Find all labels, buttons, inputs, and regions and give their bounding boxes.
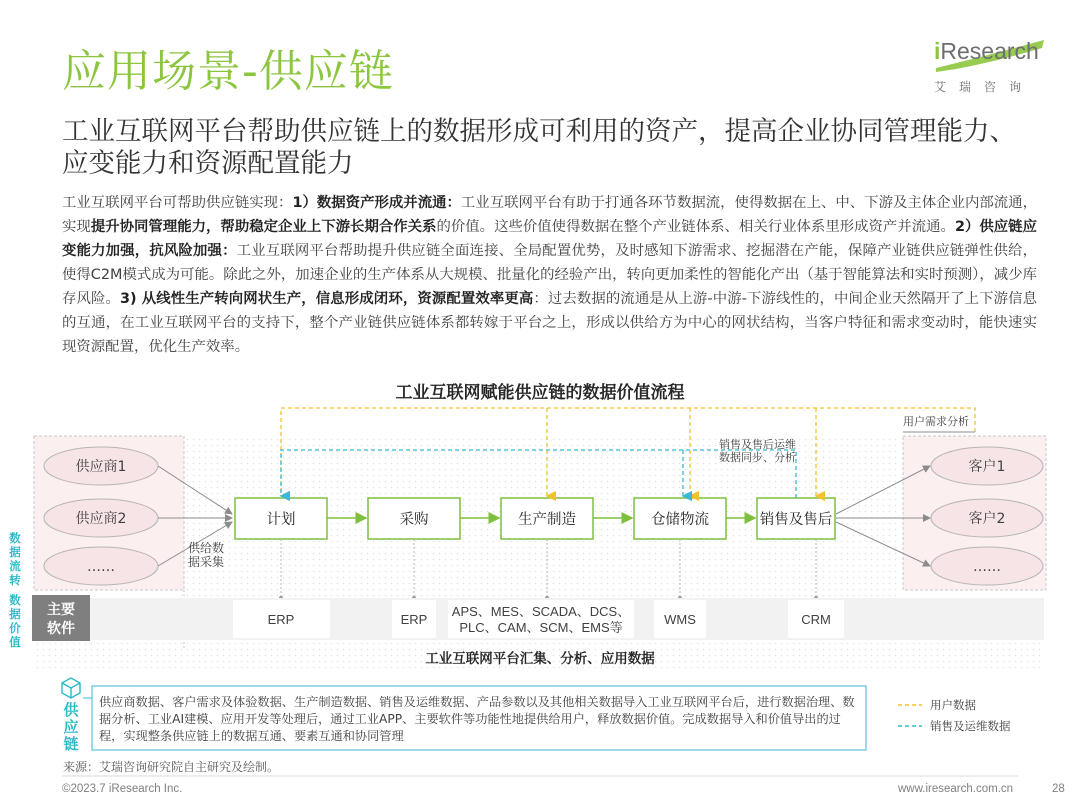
side-flow-char-2: 据 <box>9 545 21 559</box>
side-value-char-1: 数 <box>9 593 21 607</box>
supply-collect-label-2: 据采集 <box>188 555 225 569</box>
software-production-label-1: APS、MES、SCADA、DCS、 <box>451 604 631 619</box>
software-crm-label: CRM <box>801 612 831 627</box>
source-note: 来源：艾瑞咨询研究院自主研究及绘制。 <box>63 760 280 774</box>
customer-1-label: 客户1 <box>968 459 1006 475</box>
intro-segment: 工业互联网平台可帮助供应链实现： <box>62 195 293 211</box>
side-chain-char-2: 应 <box>63 718 79 736</box>
intro-segment: 3) 从线性生产转向网状生产，信息形成闭环，资源配置效率更高 <box>120 291 534 307</box>
software-wms-label: WMS <box>664 612 696 627</box>
side-value-labels <box>8 593 21 649</box>
intro-segment: 2）供应链应变能力加强，抗风险加强： <box>62 219 1037 259</box>
intro-segment: 的价值。这些价值使得数据在整个产业链体系、相关行业体系里形成资产并流通。 <box>436 219 955 235</box>
intro-segment: ：过去数据的流通是从上游-中游-下游线性的，中间企业天然隔开了上下游信息的互通，在工业互联网平台的支持下，整个产业链供应链体系都转嫁于平台之上，形成以供给方为中心的网状结构，当客户特征和需求变动时，能快速实现资源配置，优化生产效率。 <box>62 291 1037 355</box>
legend-yellow-label: 用户数据 <box>930 698 976 712</box>
user-demand-label: 用户需求分析 <box>903 415 969 428</box>
platform-label: 工业互联网平台汇集、分析、应用数据 <box>425 651 655 667</box>
software-erp-1-label: ERP <box>267 612 295 627</box>
software-production-label-2: PLC、CAM、SCM、EMS等 <box>459 620 623 635</box>
supplier-more-label: …… <box>87 559 115 575</box>
customer-more-label: …… <box>973 559 1001 575</box>
page-number: 28 <box>1052 783 1065 795</box>
step-plan-label: 计划 <box>266 512 296 528</box>
website-url[interactable]: www.iresearch.com.cn <box>898 783 1014 795</box>
main-software-label-2: 软件 <box>47 621 75 637</box>
intro-segment: 提升协同管理能力，帮助稳定企业上下游长期合作关系 <box>90 219 437 235</box>
page-title: 应用场景-供应链 <box>62 46 394 97</box>
side-flow-char-3: 流 <box>9 559 21 573</box>
sales-ops-label-1: 销售及售后运维 <box>719 438 796 451</box>
page-subtitle: 工业互联网平台帮助供应链上的数据形成可利用的资产，提高企业协同管理能力、应变能力和资源配置能力 <box>62 116 1016 179</box>
side-flow-labels <box>8 531 21 587</box>
legend-cyan-label: 销售及运维数据 <box>930 719 1011 733</box>
supplier-2-label: 供应商2 <box>75 511 127 527</box>
side-flow-char-1: 数 <box>9 531 21 545</box>
side-flow-char-4: 转 <box>9 573 21 587</box>
software-erp-2-label: ERP <box>400 612 428 627</box>
side-chain-char-1: 供 <box>63 701 79 719</box>
intro-segment: 工业互联网平台有助于打通各环节数据流，使得数据在上、中、下游及主体企业内部流通，实现 <box>62 195 1037 235</box>
step-sales-label: 销售及售后 <box>759 512 833 528</box>
intro-segment: 1）数据资产形成并流通： <box>292 195 461 211</box>
supply-collect-label-1: 供给数 <box>188 541 225 555</box>
side-value-char-3: 价 <box>9 621 21 635</box>
side-value-char-2: 据 <box>9 607 21 621</box>
logo-subtitle: 艾瑞咨询 <box>934 80 1035 94</box>
logo-i: i <box>934 38 941 64</box>
cube-icon <box>62 678 80 698</box>
intro-segment: 工业互联网平台帮助提升供应链全面连接、全局配置优势，及时感知下游需求、挖掘潜在产能，保障产业链供应链弹性供给，使得C2M模式成为可能。除此之外，加速企业的生产体系从大规模、批量化的经验产出，转向更加柔性的智能化产出（基于智能算法和实时预测），减少库存风险。 <box>62 243 1037 307</box>
diagram-title: 工业互联网赋能供应链的数据价值流程 <box>395 383 685 403</box>
supply-chain-description: 供应商数据、客户需求及体验数据、生产制造数据、销售及运维数据、产品参数以及其他相关数据导入工业互联网平台后，进行数据治理、数据分析、工业AI建模、应用开发等处理后，通过工业APP、主要软件等功能性地提供给用户，释放数据价值。完成数据导入和价值导出的过程，实现整条供应链上的数据互通、要素互通和协同管理 <box>99 695 855 743</box>
step-purchase-label: 采购 <box>399 512 429 528</box>
logo-research: Research <box>940 38 1039 64</box>
side-value-char-4: 值 <box>9 635 21 649</box>
side-chain-labels <box>63 701 79 753</box>
copyright: ©2023.7 iResearch Inc. <box>62 783 183 795</box>
side-chain-char-3: 链 <box>63 735 79 753</box>
sales-ops-label-2: 数据同步、分析 <box>719 451 796 464</box>
customer-2-label: 客户2 <box>968 511 1006 527</box>
supplier-1-label: 供应商1 <box>75 459 127 475</box>
step-warehouse-label: 仓储物流 <box>651 512 709 528</box>
main-software-label-1: 主要 <box>47 602 75 618</box>
step-production-label: 生产制造 <box>518 512 576 528</box>
